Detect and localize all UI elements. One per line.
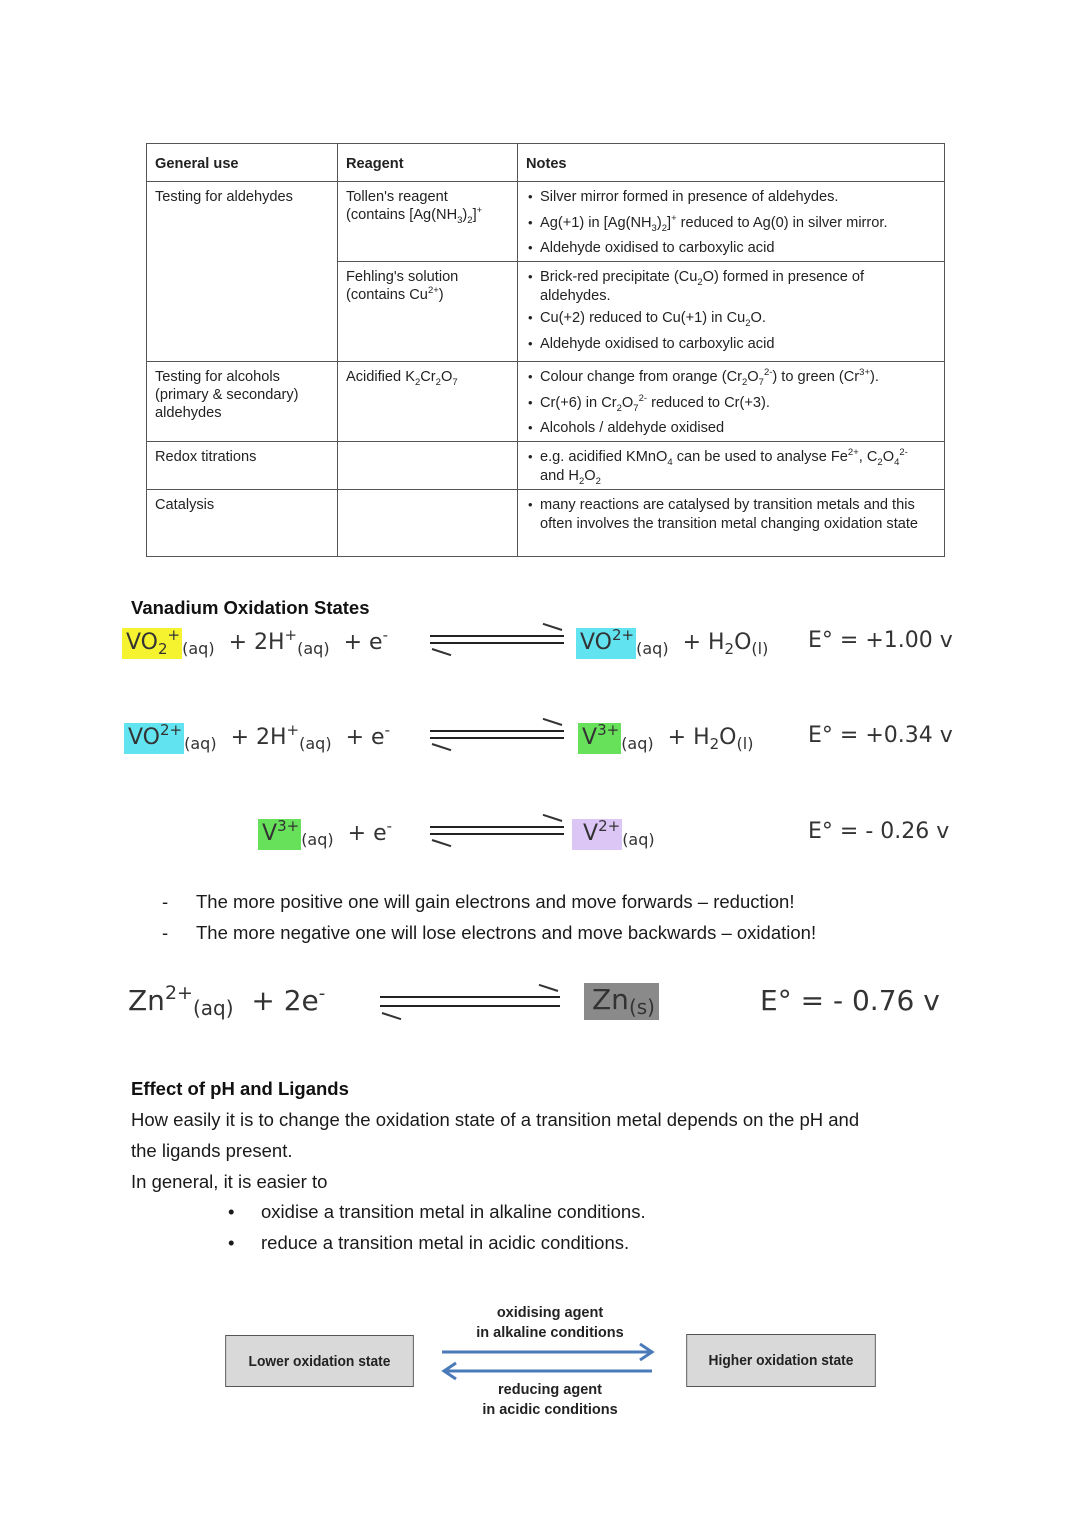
reagent-cell <box>338 442 518 490</box>
table-row <box>147 490 945 557</box>
equation-2-potential: E° = +0.34 v <box>808 723 953 748</box>
note-item: • e.g. acidified KMnO$_4$ can be used to analyse $Fe^{2+}$, $C_2O_4^{2-}$ and $H_2O_2$ <box>526 448 936 485</box>
zinc-solid-species: Zn(s) <box>584 983 659 1020</box>
oxidising-agent-label: oxidising agent in alkaline conditions <box>476 1305 624 1341</box>
ph-ligands-heading: Effect of pH and Ligands <box>131 1078 349 1099</box>
list-item: - The more positive one will gain electrons and move forwards – reduction! <box>162 891 795 912</box>
notes-cell <box>518 442 945 490</box>
list-item: • oxidise a transition metal in alkaline conditions. <box>228 1201 646 1222</box>
zinc-equation-potential: E° = - 0.76 v <box>760 984 940 1017</box>
reagents-table <box>146 143 945 557</box>
note-item: • many reactions are catalysed by transition metals and this often involves the transition metal changing oxidation state <box>526 496 936 533</box>
note-item: • Cu(+2) reduced to Cu(+1) in $Cu_2O$. <box>526 309 936 328</box>
vanadium-heading: Vanadium Oxidation States <box>131 597 370 618</box>
reagent-cell <box>338 182 518 262</box>
header-reagent: Reagent <box>338 144 518 182</box>
note-item: • Ag(+1) in $[Ag(NH_3)_2]^+$ reduced to Ag(0) in silver mirror. <box>526 214 936 233</box>
reagent-formula: (contains $Cu^{2+}$) <box>346 285 444 303</box>
reagent-formula: (contains $[Ag(NH_3)_2]^+$ <box>346 205 483 226</box>
equilibrium-arrow-icon <box>430 724 564 746</box>
header-general-use: General use <box>147 144 338 182</box>
notes-cell <box>518 182 945 262</box>
oxidation-reduction-arrows-icon <box>438 1342 660 1382</box>
rule-bullet-list <box>162 886 816 948</box>
equation-2-right: $V^{3+}_{(aq)} + H_2O_{(l)}$ <box>578 721 753 753</box>
equation-3-potential: E° = - 0.26 v <box>808 819 950 844</box>
reducing-agent-label: reducing agent in acidic conditions <box>482 1382 618 1418</box>
equilibrium-arrow-icon <box>430 820 564 842</box>
zinc-equation-right <box>584 983 659 1019</box>
zinc-equation-left: $Zn^{2+}(aq) + 2e^-$ <box>128 982 326 1020</box>
note-item: • Alcohols / aldehyde oxidised <box>526 419 936 438</box>
note-item: • Silver mirror formed in presence of aldehydes. <box>526 188 936 207</box>
general-use-cell: Testing for aldehydes <box>147 182 338 362</box>
general-use-cell: Testing for alcohols (primary & secondary) aldehydes <box>147 362 338 442</box>
vo2-plus-species: $VO_2^+$ <box>122 628 182 659</box>
notes-cell <box>518 362 945 442</box>
equation-1-left: $VO_2^+_{(aq)} + 2H^+_{(aq)} + e^-$ <box>122 626 388 658</box>
table-row <box>147 362 945 442</box>
note-item: • Aldehyde oxidised to carboxylic acid <box>526 335 936 354</box>
v-3plus-species: $V^{3+}$ <box>258 819 301 850</box>
paragraph-line: the ligands present. <box>131 1140 293 1161</box>
ph-bullet-list <box>228 1196 646 1258</box>
note-item: • Cr(+6) in $Cr_2O_7^{2-}$ reduced to Cr(+3). <box>526 394 936 413</box>
equation-3-right: $V^{2+}_{(aq)}$ <box>572 817 655 849</box>
note-item: • Colour change from orange $(Cr_2O_7^{2-})$ to green $(Cr^{3+})$. <box>526 368 936 387</box>
lower-oxidation-state-box: Lower oxidation state <box>225 1335 414 1387</box>
reagent-name: Fehling's solution <box>346 269 459 285</box>
reagent-cell <box>338 262 518 362</box>
list-item: - The more negative one will lose electrons and move backwards – oxidation! <box>162 922 817 943</box>
header-notes: Notes <box>518 144 945 182</box>
equation-1-potential: E° = +1.00 v <box>808 628 953 653</box>
equation-2-left: $VO^{2+}_{(aq)} + 2H^+_{(aq)} + e^-$ <box>124 721 390 753</box>
v-3plus-species: $V^{3+}$ <box>578 723 621 754</box>
reagent-cell: Acidified $K_2Cr_2O_7$ <box>338 362 518 442</box>
table-row <box>147 442 945 490</box>
reagent-name: Tollen's reagent <box>346 189 448 205</box>
table-row <box>147 182 945 262</box>
equation-1-right: $VO^{2+}_{(aq)} + H_2O_{(l)}$ <box>576 626 768 658</box>
table-header-row <box>147 144 945 182</box>
general-use-cell: Catalysis <box>147 490 338 557</box>
notes-cell <box>518 262 945 362</box>
ph-paragraph <box>131 1104 951 1197</box>
higher-oxidation-state-box: Higher oxidation state <box>686 1334 876 1387</box>
v-2plus-species: $V^{2+}$ <box>572 819 622 850</box>
equilibrium-arrow-icon <box>380 990 560 1012</box>
list-item: • reduce a transition metal in acidic conditions. <box>228 1232 630 1253</box>
general-use-cell: Redox titrations <box>147 442 338 490</box>
note-item: • Aldehyde oxidised to carboxylic acid <box>526 239 936 258</box>
reagent-cell <box>338 490 518 557</box>
note-item: • Brick-red precipitate $(Cu_2O)$ formed in presence of aldehydes. <box>526 268 936 305</box>
vo-2plus-species: $VO^{2+}$ <box>124 723 184 754</box>
vo-2plus-species: $VO^{2+}$ <box>576 628 636 659</box>
notes-cell <box>518 490 945 557</box>
equation-3-left: $V^{3+}_{(aq)} + e^-$ <box>258 817 392 849</box>
equilibrium-arrow-icon <box>430 629 564 651</box>
paragraph-line: How easily it is to change the oxidation state of a transition metal depends on the pH and <box>131 1109 860 1130</box>
paragraph-line: In general, it is easier to <box>131 1171 328 1192</box>
